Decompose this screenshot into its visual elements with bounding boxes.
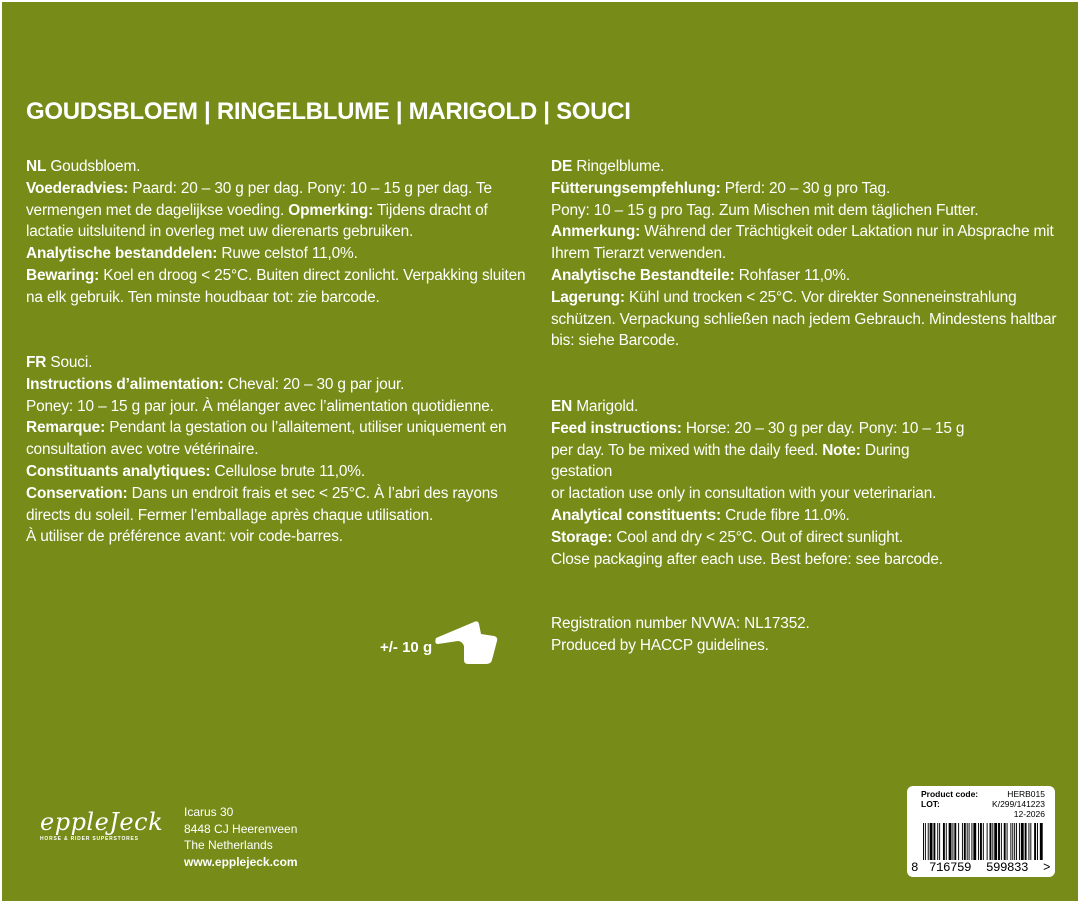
section-nl xyxy=(26,156,536,309)
storage-label: Storage: xyxy=(551,528,613,546)
note-label: Remarque: xyxy=(26,419,106,437)
note-text: or lactation use only in consultation with your veterinarian. xyxy=(551,485,937,503)
feed-label: Feed instructions: xyxy=(551,419,682,437)
barcode-bar xyxy=(937,823,938,860)
lang-code: EN xyxy=(551,398,573,415)
barcode-bars xyxy=(921,823,1045,860)
barcode-bar xyxy=(962,823,963,860)
address-street: Icarus 30 xyxy=(184,805,234,819)
product-label xyxy=(2,2,1078,901)
feed-text: Horse: 20 – 30 g per day. Pony: 10 – 15 g per day. To be mixed with the daily feed. xyxy=(551,419,965,459)
barcode-bar xyxy=(978,823,979,860)
analytic-text: Cellulose brute 11,0%. xyxy=(214,462,365,480)
storage-label: Conservation: xyxy=(26,484,128,502)
registration-number: Registration number NVWA: NL17352. xyxy=(551,615,810,632)
storage-text: Close packaging after each use. Best before: see barcode. xyxy=(551,550,943,568)
note-text: Tijdens dracht of lactatie uitsluitend in overleg met uw dierenarts gebruiken. xyxy=(26,201,488,241)
product-name: Goudsbloem. xyxy=(50,158,141,175)
barcode-bar xyxy=(943,823,945,860)
logo-wordmark: eppleJeck xyxy=(40,808,164,836)
barcode-digit-end: > xyxy=(1043,861,1051,875)
barcode-bar xyxy=(967,823,968,860)
storage-text: À utiliser de préférence avant: voir code-barres. xyxy=(26,528,343,546)
barcode-bar xyxy=(933,823,935,860)
barcode-bar xyxy=(969,823,970,860)
barcode-bar xyxy=(1001,823,1002,860)
storage-text: Cool and dry < 25°C. Out of direct sunlight. xyxy=(616,528,903,546)
barcode-bar xyxy=(939,823,940,860)
barcode-bar xyxy=(973,823,976,860)
note-label: Note: xyxy=(822,441,861,459)
barcode-bar xyxy=(964,823,966,860)
barcode-bar xyxy=(925,823,926,860)
barcode-bar xyxy=(1007,823,1008,860)
barcode-bar xyxy=(998,823,1000,860)
note-label: Anmerkung: xyxy=(551,223,641,241)
barcode-digits-left: 716759 xyxy=(929,861,972,875)
analytic-label: Analytical constituents: xyxy=(551,506,722,524)
storage-text: Koel en droog < 25°C. Buiten direct zonlicht. Verpakking sluiten na elk gebruik. Ten minste houdbaar tot: zie barcode. xyxy=(26,266,526,306)
section-en xyxy=(551,396,1071,570)
address-city: 8448 CJ Heerenveen xyxy=(184,821,298,836)
feed-label: Voederadvies: xyxy=(26,179,129,197)
company-address xyxy=(184,804,298,870)
storage-text: Dans un endroit frais et sec < 25°C. À l’abri des rayons directs du soleil. Fermer l’emballage après chaque utilisation. xyxy=(26,484,498,524)
barcode-bar xyxy=(1025,823,1027,860)
brand-logo xyxy=(40,808,164,846)
barcode-bar xyxy=(1037,823,1038,860)
lot-row xyxy=(921,799,1045,809)
expiry-date: 12-2026 xyxy=(1013,809,1045,819)
lot-value: K/299/141223 xyxy=(992,799,1045,809)
analytic-label: Analytische bestanddelen: xyxy=(26,245,218,263)
barcode-digits-right: 599833 xyxy=(986,861,1029,875)
note-text: During gestation xyxy=(551,441,910,481)
feed-text: Paard: 20 – 30 g per dag. Pony: 10 – 15 g per dag. Te vermengen met de dagelijkse voeding. xyxy=(26,179,492,219)
section-fr xyxy=(26,352,536,548)
product-code-label: Product code: xyxy=(921,789,979,799)
barcode-bar xyxy=(1010,823,1011,860)
barcode-bar xyxy=(1004,823,1006,860)
note-label: Opmerking: xyxy=(288,201,374,219)
barcode-bar xyxy=(954,823,956,860)
lot-label: LOT: xyxy=(921,799,940,809)
analytic-text: Rohfaser 11,0%. xyxy=(738,266,850,284)
barcode-bar xyxy=(1030,823,1031,860)
product-name: Ringelblume. xyxy=(576,158,665,175)
product-name: Marigold. xyxy=(576,398,639,415)
barcode-bar xyxy=(990,823,992,860)
storage-label: Bewaring: xyxy=(26,266,100,284)
barcode-label xyxy=(907,786,1055,877)
barcode-bar xyxy=(987,823,988,860)
barcode-bar xyxy=(930,823,933,860)
storage-text: Kühl und trocken < 25°C. Vor direkter Sonneneinstrahlung schützen. Verpackung schließen nach jedem Gebrauch. Mindestens haltbar bis: siehe Barcode. xyxy=(551,288,1057,350)
analytic-text: Ruwe celstof 11,0%. xyxy=(221,245,358,263)
analytic-text: Crude fibre 11.0%. xyxy=(725,506,850,524)
barcode-bar xyxy=(1012,823,1013,860)
barcode-bar xyxy=(928,823,929,860)
barcode-digit-first: 8 xyxy=(911,861,919,875)
analytic-label: Analytische Bestandteile: xyxy=(551,266,735,284)
barcode-bar xyxy=(946,823,947,860)
barcode-bar xyxy=(1028,823,1029,860)
barcode-bar xyxy=(958,823,959,860)
barcode-bar xyxy=(1014,823,1015,860)
barcode-bar xyxy=(983,823,984,860)
barcode-bar xyxy=(992,823,993,860)
feed-text: Poney: 10 – 15 g par jour. À mélanger avec l’alimentation quotidienne. xyxy=(26,397,494,415)
section-de xyxy=(551,156,1071,352)
registration-info xyxy=(551,613,1071,657)
logo-tagline: HORSE & RIDER SUPERSTORES xyxy=(40,836,139,842)
measuring-scoop-icon xyxy=(434,620,500,666)
barcode-bar xyxy=(980,823,982,860)
analytic-label: Constituants analytiques: xyxy=(26,462,211,480)
barcode-bar xyxy=(949,823,952,860)
address-country: The Netherlands xyxy=(184,838,273,852)
scoop-amount: +/- 10 g xyxy=(380,639,433,656)
barcode-bar xyxy=(994,823,997,860)
feed-label: Instructions d’alimentation: xyxy=(26,375,224,393)
product-name: Souci. xyxy=(50,354,93,371)
barcode-bar xyxy=(1040,823,1043,860)
barcode-bar xyxy=(1019,823,1020,860)
lang-code: FR xyxy=(26,354,47,371)
feed-text: Cheval: 20 – 30 g par jour. xyxy=(227,375,405,393)
lang-code: NL xyxy=(26,158,47,175)
haccp-note: Produced by HACCP guidelines. xyxy=(551,636,769,654)
note-text: Pendant la gestation ou l’allaitement, utiliser uniquement en consultation avec votre vétérinaire. xyxy=(26,419,507,459)
feed-text: Pferd: 20 – 30 g pro Tag. xyxy=(724,179,891,197)
barcode-bar xyxy=(971,823,972,860)
product-code-row xyxy=(921,789,1045,799)
page-title: GOUDSBLOEM | RINGELBLUME | MARIGOLD | SOUCI xyxy=(26,98,631,125)
barcode-bar xyxy=(1021,823,1024,860)
barcode-bar xyxy=(923,823,924,860)
barcode-bar xyxy=(1034,823,1036,860)
note-text: Während der Trächtigkeit oder Laktation nur in Absprache mit Ihrem Tierarzt verwenden. xyxy=(551,223,1054,263)
website-link[interactable]: www.epplejeck.com xyxy=(184,854,298,869)
feed-label: Fütterungsempfehlung: xyxy=(551,179,721,197)
feed-text: Pony: 10 – 15 g pro Tag. Zum Mischen mit dem täglichen Futter. xyxy=(551,201,979,219)
storage-label: Lagerung: xyxy=(551,288,625,306)
barcode-bar xyxy=(952,823,953,860)
barcode-bar xyxy=(1016,823,1017,860)
lang-code: DE xyxy=(551,158,573,175)
product-code-value: HERB015 xyxy=(1007,789,1045,799)
